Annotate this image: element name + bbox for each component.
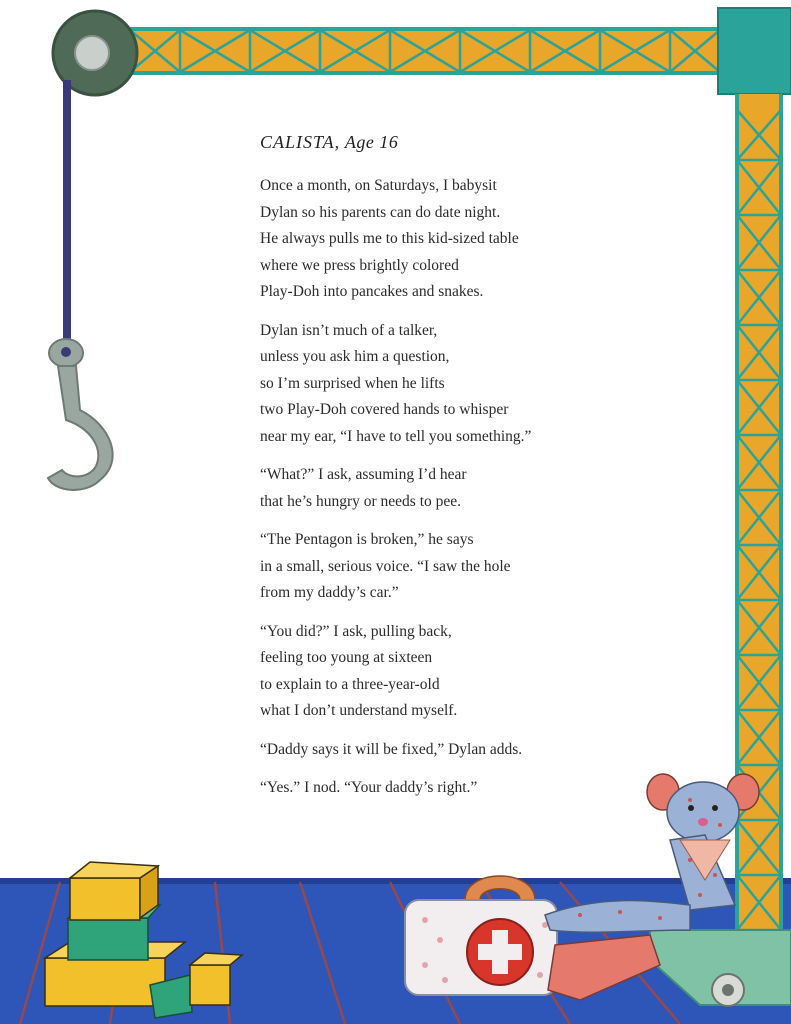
speaker-age: Age 16 <box>344 132 399 152</box>
poem-line: where we press brightly colored <box>260 256 459 274</box>
crane-boom <box>100 8 791 94</box>
poem-line: “You did?” I ask, pulling back, <box>260 622 452 640</box>
stanza <box>260 737 640 764</box>
poem-line: Once a month, on Saturdays, I babysit <box>260 177 497 194</box>
poem-line: Dylan isn’t much of a talker, <box>260 321 438 339</box>
speaker-name: CALISTA, <box>260 132 341 152</box>
poem-line: to explain to a three-year-old <box>260 675 440 693</box>
crane-hook <box>48 339 113 490</box>
crane-tower <box>650 94 791 1006</box>
poem-line: what I don’t understand myself. <box>260 702 458 719</box>
stanza <box>260 318 640 451</box>
poem-line: He always pulls me to this kid-sized table <box>260 230 519 247</box>
stanza <box>260 527 640 607</box>
stanza <box>260 173 640 306</box>
poem <box>260 132 640 814</box>
poem-line: unless you ask him a question, <box>260 348 450 365</box>
poem-line: from my daddy’s car.” <box>260 584 399 601</box>
poem-line: feeling too young at sixteen <box>260 649 433 666</box>
poem-line: that he’s hungry or needs to pee. <box>260 492 462 510</box>
crane-rope <box>63 80 71 350</box>
poem-line: in a small, serious voice. “I saw the hole <box>260 557 511 575</box>
poem-line: “What?” I ask, assuming I’d hear <box>260 466 467 483</box>
poem-line: so I’m surprised when he lifts <box>260 374 445 392</box>
stanza <box>260 619 640 725</box>
poem-line: “The Pentagon is broken,” he says <box>260 531 474 548</box>
poem-line: “Yes.” I nod. “Your daddy’s right.” <box>260 779 478 796</box>
poem-body <box>260 173 640 802</box>
poem-title <box>260 132 640 153</box>
stanza <box>260 462 640 515</box>
poem-line: two Play-Doh covered hands to whisper <box>260 401 509 418</box>
stanza <box>260 775 640 802</box>
poem-line: Dylan so his parents can do date night. <box>260 203 501 221</box>
poem-line: Play-Doh into pancakes and snakes. <box>260 283 484 300</box>
poem-line: near my ear, “I have to tell you something.” <box>260 427 532 445</box>
poem-line: “Daddy says it will be fixed,” Dylan adds. <box>260 740 523 758</box>
